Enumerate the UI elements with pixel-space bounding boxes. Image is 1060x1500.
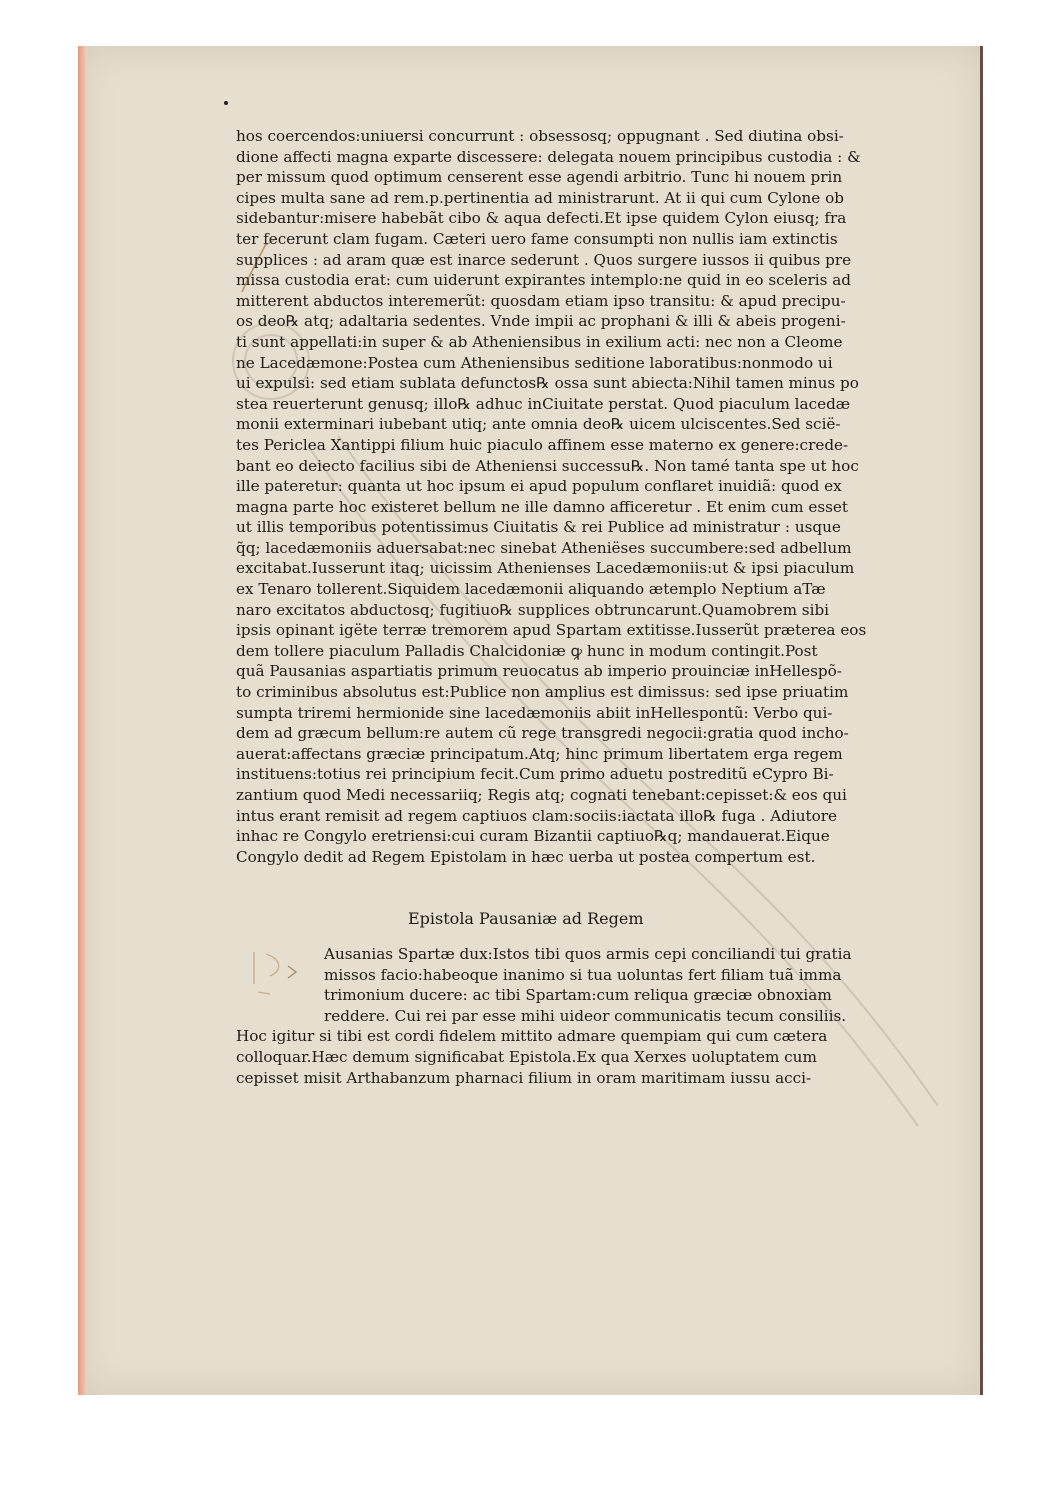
text-line: reddere. Cui rei par esse mihi uideor communicatis tecum consiliis.: [324, 1006, 847, 1025]
text-line: sidebantur:misere habebãt cibo & aqua defecti.Et ipse quidem Cylon eiusq; fra: [236, 209, 847, 228]
text-line: missa custodia erat: cum uiderunt expirantes intemplo:ne quid in eo sceleris ad: [236, 271, 851, 290]
body-text: [236, 126, 876, 867]
section-heading: Epistola Pausaniæ ad Regem: [408, 909, 644, 928]
text-line: Hoc igitur si tibi est cordi fidelem mittito admare quempiam qui cum cætera: [236, 1027, 828, 1046]
text-line: hos coercendos:uniuersi concurrunt : obsessosq; oppugnant . Sed diutina obsi-: [236, 127, 844, 145]
text-line: sumpta triremi hermionide sine lacedæmoniis abiit inHellespontũ: Verbo qui-: [236, 703, 833, 722]
text-line: to criminibus absolutus est:Publice non amplius est dimissus: sed ipse priuatim: [236, 683, 849, 702]
text-line: ui expulsi: sed etiam sublata defunctos℞ ossa sunt abiecta:Nihil tamen minus po: [236, 374, 859, 393]
text-line: missos facio:habeoque inanimo si tua uoluntas fert filiam tuã imma: [324, 965, 842, 984]
text-line: supplices : ad aram quæ est inarce sederunt . Quos surgere iussos ii quibus pre: [236, 250, 852, 269]
text-line: q̃q; lacedæmoniis aduersabat:nec sinebat Atheniëses succumbere:sed adbellum: [236, 538, 852, 557]
text-line: naro excitatos abductosq; fugitiuo℞ supplices obtruncarunt.Quamobrem sibi: [236, 600, 830, 619]
text-line: mitterent abductos interemerũt: quosdam etiam ipso transitu: & apud precipu-: [236, 291, 846, 310]
text-line: colloquar.Hæc demum significabat Epistola.Ex qua Xerxes uoluptatem cum: [236, 1047, 817, 1066]
text-line: monii exterminari iubebant utiq; ante omnia deo℞ uicem ulciscentes.Sed scië-: [236, 415, 841, 434]
ink-spot: [224, 101, 228, 105]
text-line: excitabat.Iusserunt itaq; uicissim Athenienses Lacedæmoniis:ut & ipsi piaculum: [236, 559, 855, 578]
text-line: quã Pausanias aspartiatis primum reuocatus ab imperio prouinciæ inHellespõ-: [236, 662, 842, 681]
text-line: cepisset misit Arthabanzum pharnaci filium in oram maritimam iussu acci-: [236, 1068, 812, 1087]
text-line: ti sunt appellati:in super & ab Atheniensibus in exilium acti: nec non a Cleome: [236, 332, 843, 351]
text-line: inhac re Congylo eretriensi:cui curam Bizantii captiuo℞q; mandauerat.Eique: [236, 827, 830, 846]
page-edge-right: [980, 46, 983, 1395]
text-line: zantium quod Medi necessariiq; Regis atq; cognati tenebant:cepisset:& eos qui: [236, 786, 847, 804]
text-line: bant eo deiecto facilius sibi de Atheniensi successu℞. Non tamé tanta spe ut hoc: [236, 456, 859, 475]
text-line: os deo℞ atq; adaltaria sedentes. Vnde impii ac prophani & illi & abeis progeni-: [236, 312, 846, 331]
text-line: ille pateretur: quanta ut hoc ipsum ei apud populum conflaret inuidiã: quod ex: [236, 477, 842, 496]
letter-text: [236, 944, 876, 1088]
text-line: ipsis opinant igëte terræ tremorem apud Spartam extitisse.Iusserũt præterea eos: [236, 621, 867, 640]
text-line: intus erant remisit ad regem captiuos clam:sociis:iactata illo℞ fuga . Adiutore: [236, 806, 838, 825]
text-line: instituens:totius rei principium fecit.Cum primo aduetu postreditũ eCypro Bi-: [236, 765, 834, 784]
text-line: dem tollere piaculum Palladis Chalcidoniæ ꝙ hunc in modum contingit.Post: [236, 641, 818, 660]
text-line: ut illis temporibus potentissimus Ciuitatis & rei Publice ad ministratur : usque: [236, 518, 841, 537]
page-edge-left: [78, 46, 87, 1395]
text-line: dem ad græcum bellum:re autem cũ rege transgredi negocii:gratia quod incho-: [236, 724, 849, 743]
text-line: ter fecerunt clam fugam. Cæteri uero fame consumpti non nullis iam extinctis: [236, 229, 838, 248]
text-line: ex Tenaro tollerent.Siquidem lacedæmonii aliquando ætemplo Neptium aTæ: [236, 580, 826, 599]
text-line: trimonium ducere: ac tibi Spartam:cum reliqua græciæ obnoxiam: [324, 986, 832, 1005]
text-line: ne Lacedæmone:Postea cum Atheniensibus seditione laboratibus:nonmodo ui: [236, 353, 833, 372]
text-line: Congylo dedit ad Regem Epistolam in hæc uerba ut postea compertum est.: [236, 847, 816, 866]
text-line: tes Periclea Xantippi filium huic piaculo affinem esse materno ex genere:crede-: [236, 435, 849, 454]
text-line: per missum quod optimum censerent esse agendi arbitrio. Tunc hi nouem prin: [236, 168, 843, 187]
text-line: cipes multa sane ad rem.p.pertinentia ad ministrarunt. At ii qui cum Cylone ob: [236, 188, 844, 207]
text-line: stea reuerterunt genusq; illo℞ adhuc inCiuitate perstat. Quod piaculum lacedæ: [236, 394, 851, 413]
text-line: auerat:affectans græciæ principatum.Atq; hinc primum libertatem erga regem: [236, 744, 843, 763]
text-line: magna parte hoc existeret bellum ne ille damno afficeretur . Et enim cum esset: [236, 497, 849, 516]
text-line: Ausanias Spartæ dux:Istos tibi quos armis cepi conciliandi tui gratia: [324, 945, 852, 963]
text-line: dione affecti magna exparte discessere: delegata nouem principibus custodia : &: [236, 147, 861, 166]
